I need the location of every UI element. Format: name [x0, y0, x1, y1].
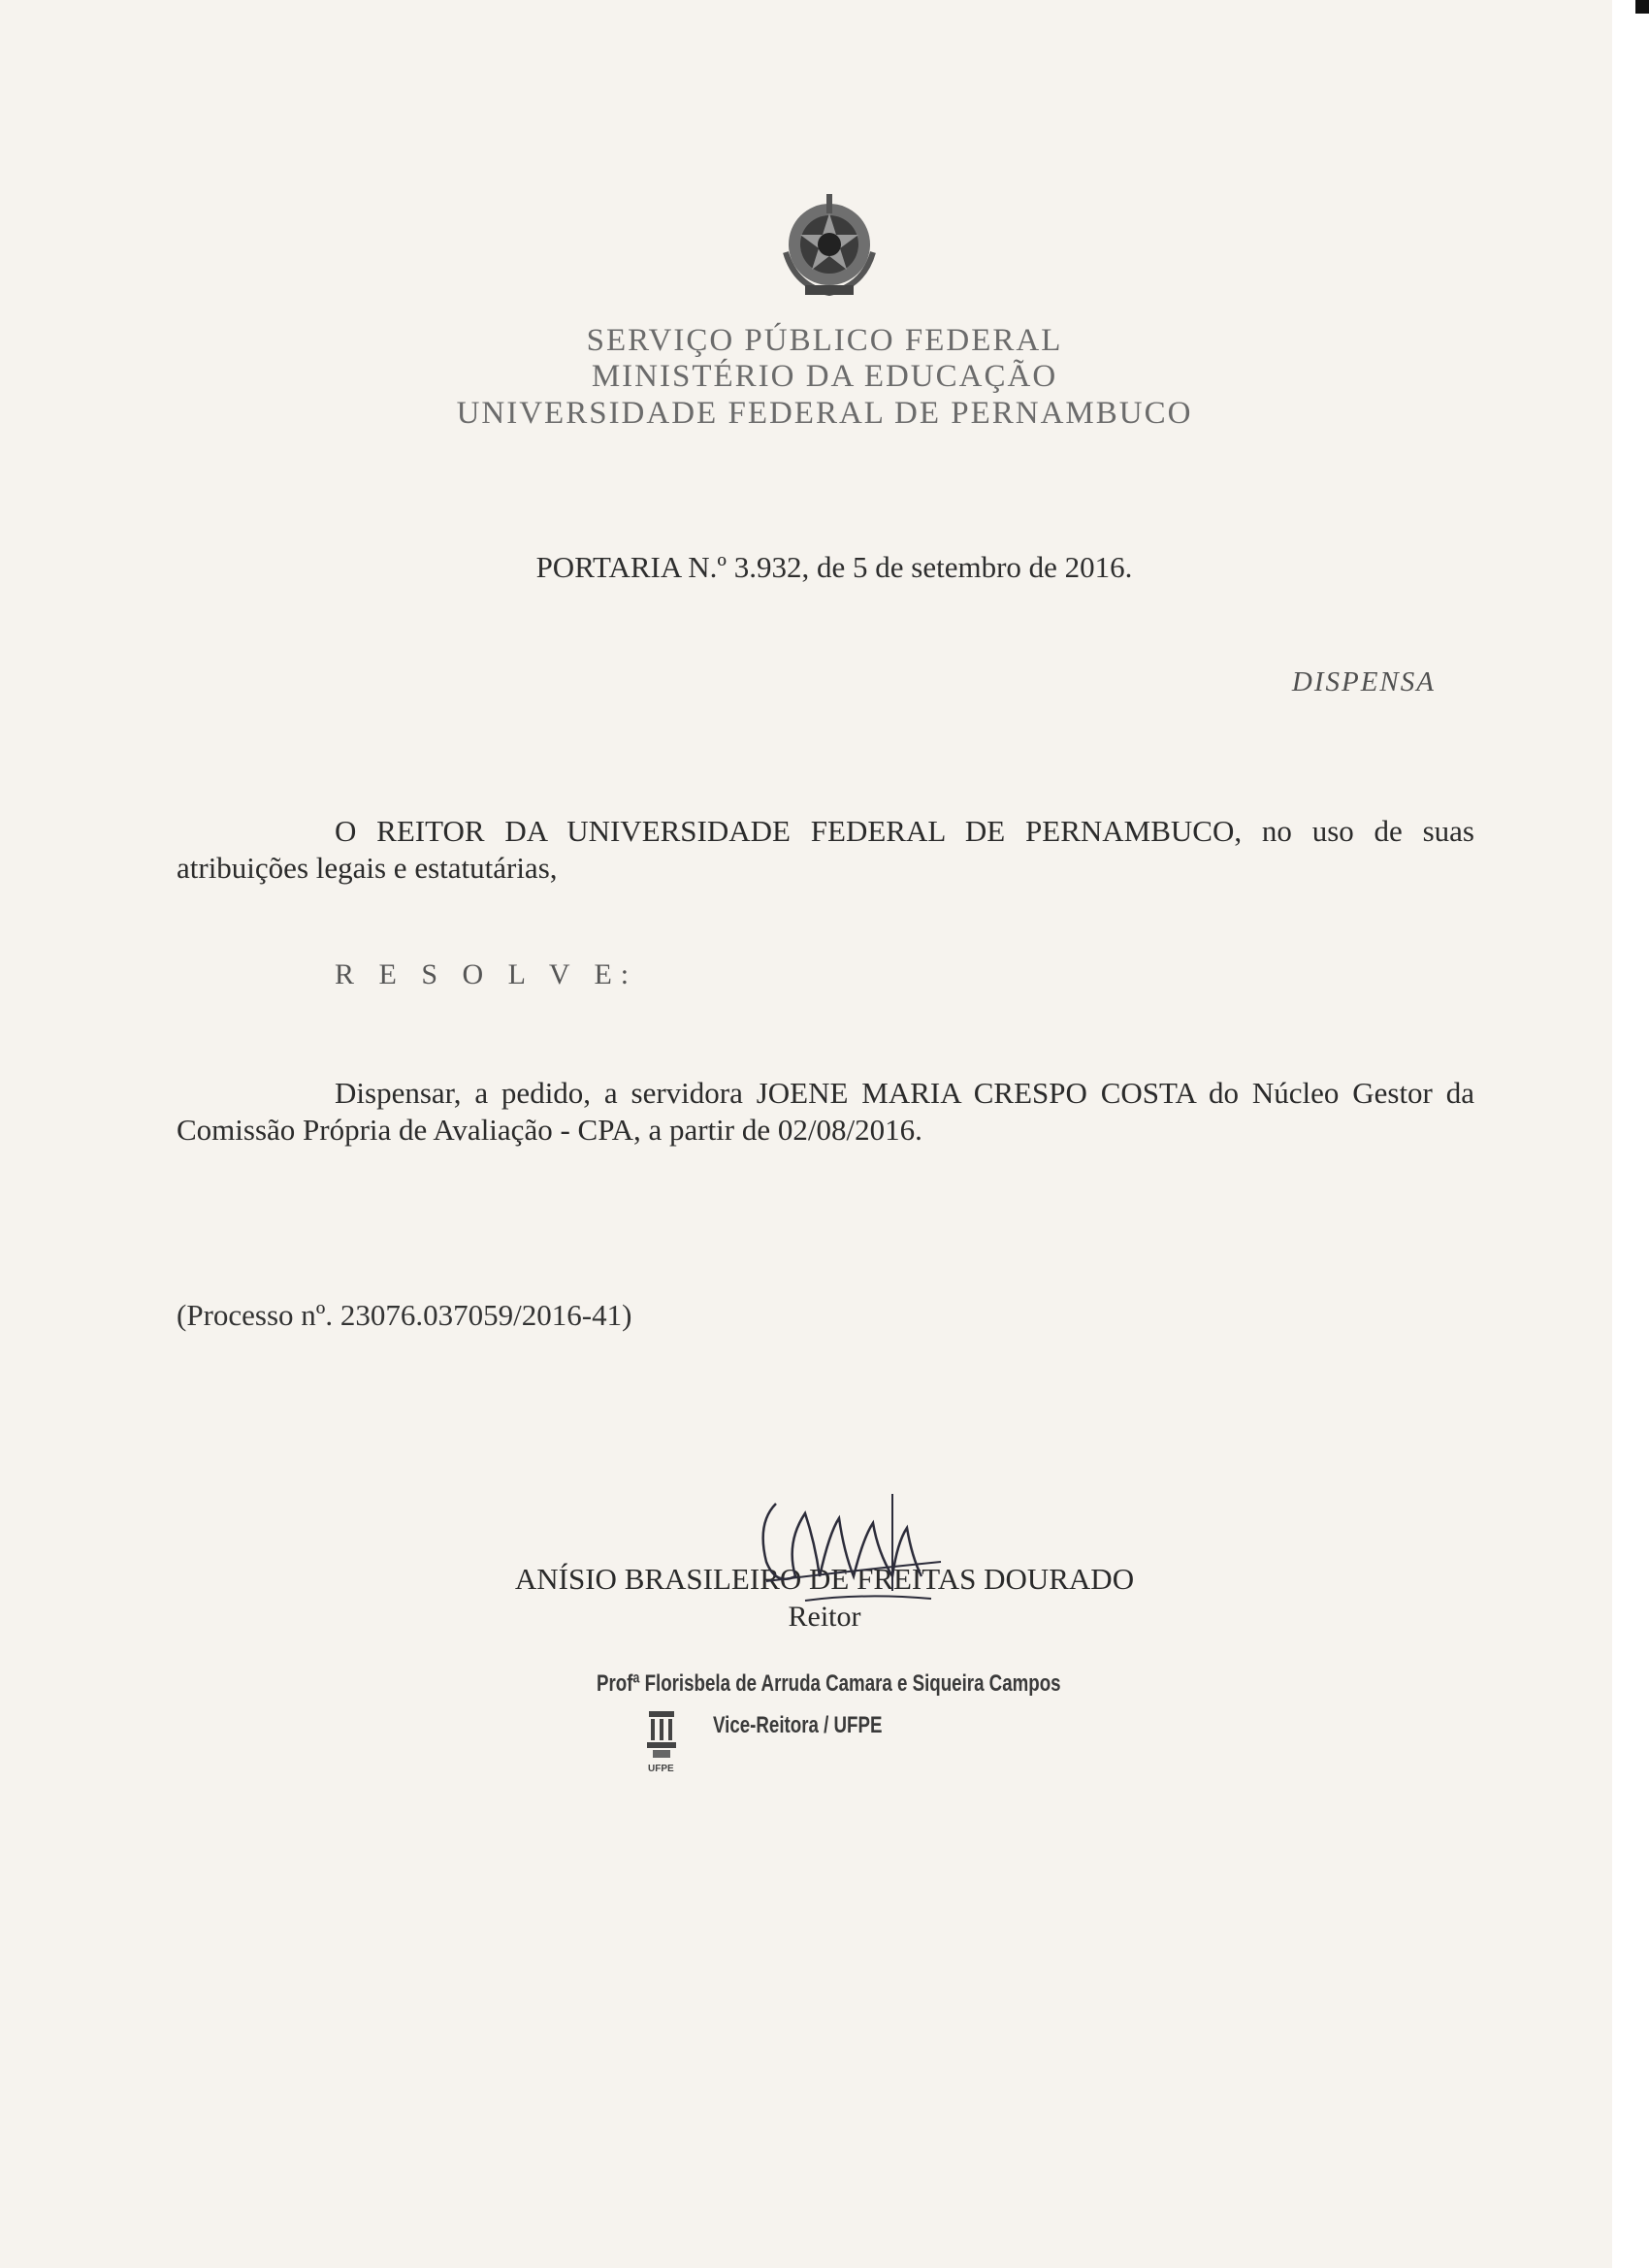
scan-margin — [1612, 0, 1649, 2268]
document-type: DISPENSA — [1291, 666, 1436, 697]
header-university: UNIVERSIDADE FEDERAL DE PERNAMBUCO — [456, 396, 1193, 431]
ufpe-logo-icon — [645, 1707, 678, 1762]
signatory-role: Reitor — [788, 1601, 861, 1633]
signatory-name: ANÍSIO BRASILEIRO DE FREITAS DOURADO — [514, 1562, 1135, 1596]
header-ministry: MINISTÉRIO DA EDUCAÇÃO — [591, 359, 1058, 394]
header-service: SERVIÇO PÚBLICO FEDERAL — [586, 323, 1063, 358]
stamp-role: Vice-Reitora / UFPE — [713, 1712, 883, 1738]
scan-corner-mark — [1635, 0, 1649, 14]
process-number: (Processo nº. 23076.037059/2016-41) — [177, 1298, 632, 1332]
coat-of-arms-icon — [766, 184, 892, 310]
handwritten-signature — [747, 1484, 960, 1610]
body-text: Dispensar, a pedido, a servidora JOENE MARIA CRESPO COSTA do Núcleo Gestor da Comissão Própria de Avaliação - CPA, a partir de 02/08/2016. — [177, 1076, 1474, 1147]
ufpe-logo-text: UFPE — [648, 1764, 674, 1774]
preamble-text: O REITOR DA UNIVERSIDADE FEDERAL DE PERNAMBUCO, no uso de suas atribuições legais e estatutárias, — [177, 814, 1474, 885]
resolve-heading: R E S O L V E: — [335, 958, 638, 990]
portaria-title: PORTARIA N.º 3.932, de 5 de setembro de 2016. — [535, 550, 1133, 584]
stamp-name: Profª Florisbela de Arruda Camara e Siqueira Campos — [597, 1670, 1061, 1697]
preamble-paragraph — [177, 813, 1474, 887]
body-paragraph — [177, 1075, 1474, 1149]
